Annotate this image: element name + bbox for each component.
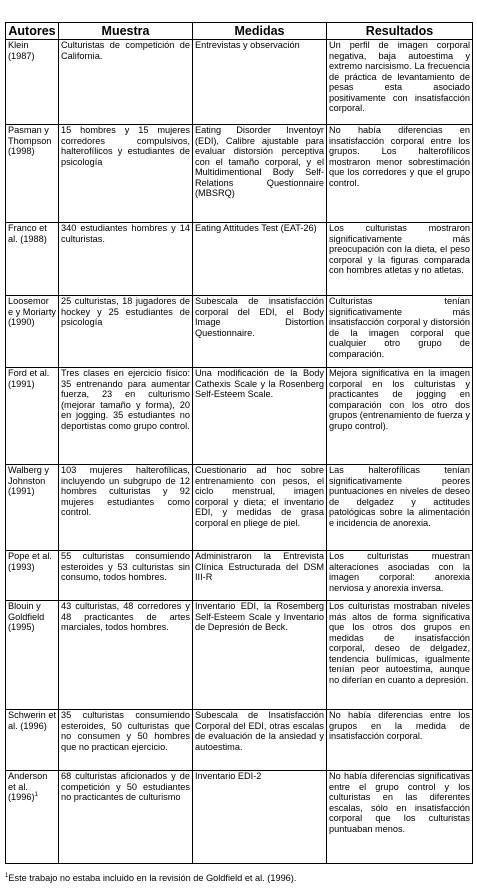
cell-muestra: Tres clases en ejercicio físico: 35 entrenando para aumentar fuerza, 23 en culturismo (mejorar tamaño y forma), 20 en jogging. 35 estudiantes no deportistas como grupo control. xyxy=(59,368,193,465)
table-row xyxy=(6,771,473,864)
cell-resultados: Los culturistas muestran alteraciones asociadas con la imagen corporal: anorexia nerviosa y anorexia inversa. xyxy=(327,551,473,601)
table-row xyxy=(6,368,473,465)
cell-muestra: 340 estudiantes hombres y 14 culturistas. xyxy=(59,223,193,296)
cell-medidas: Inventario EDI, la Rosemberg Self-Esteem Scale y Inventario de Depresión de Beck. xyxy=(193,601,327,710)
footnote-marker: 1 xyxy=(34,791,38,798)
cell-muestra: 35 culturistas consumiendo esteroides, 50 culturistas que no consumen y 50 hombres que no practican ejercicio. xyxy=(59,710,193,771)
cell-medidas: Inventario EDI-2 xyxy=(193,771,327,864)
cell-autor: Klein (1987) xyxy=(6,40,59,125)
cell-autor: Schwerin et al. (1996) xyxy=(6,710,59,771)
cell-medidas: Subescala de Insatisfacción Corporal del EDI, otras escalas de evaluación de la ansiedad y autoestima. xyxy=(193,710,327,771)
cell-resultados: Mejora significativa en la imagen corporal en los culturistas y practicantes de jogging en comparación con los otro dos grupos (entrenamiento de fuerza y grupo control). xyxy=(327,368,473,465)
header-muestra: Muestra xyxy=(59,23,193,40)
cell-muestra: 15 hombres y 15 mujeres corredores compulsivos, halterofílicos y estudiantes de psicología xyxy=(59,125,193,223)
cell-muestra: 55 culturistas consumiendo esteroides y 53 culturistas sin consumo, todos hombres. xyxy=(59,551,193,601)
studies-table xyxy=(5,22,473,864)
cell-medidas: Eating Disorder Inventoyr (EDI), Calibre ajustable para evaluar distorsión perceptiva con el tamaño corporal, y el Multidimentional Body Self-Relations Questionnaire (MBSRQ) xyxy=(193,125,327,223)
cell-muestra: 25 culturistas, 18 jugadores de hockey y 25 estudiantes de psicología xyxy=(59,296,193,368)
footnote xyxy=(5,873,296,884)
footnote-marker: 1 xyxy=(5,872,9,879)
cell-muestra: 103 mujeres halterofílicas, incluyendo un subgrupo de 12 hombres culturistas y 92 mujeres estudiantes como control. xyxy=(59,465,193,551)
cell-medidas: Administraron la Entrevista Clínica Estructurada del DSM III-R xyxy=(193,551,327,601)
table-row xyxy=(6,551,473,601)
cell-medidas: Entrevistas y observación xyxy=(193,40,327,125)
cell-muestra: 43 culturistas, 48 corredores y 48 practicantes de artes marciales, todos hombres. xyxy=(59,601,193,710)
table-row xyxy=(6,296,473,368)
table-row xyxy=(6,710,473,771)
cell-resultados: Un perfil de imagen corporal negativa, baja autoestima y extremo narcisismo. La frecuencia de práctica de levantamiento de pesas esta asociado positivamente con insatisfacción corporal. xyxy=(327,40,473,125)
cell-resultados: Las halterofílicas tenían significativamente peores puntuaciones en niveles de deseo de delgadez y actitudes patológicas sobre la alimentación e incidencia de anorexia. xyxy=(327,465,473,551)
table-row xyxy=(6,601,473,710)
table-row xyxy=(6,40,473,125)
cell-muestra: Culturistas de competición de California. xyxy=(59,40,193,125)
cell-autor: Franco et al. (1988) xyxy=(6,223,59,296)
cell-resultados: No había diferencias entre los grupos en la medida de insatisfacción corporal. xyxy=(327,710,473,771)
cell-muestra: 68 culturistas aficionados y de competición y 50 estudiantes no practicantes de culturismo xyxy=(59,771,193,864)
table-row xyxy=(6,125,473,223)
footnote-text: Este trabajo no estaba incluido en la revisión de Goldfield et al. (1996). xyxy=(8,873,297,883)
cell-resultados: Los culturistas mostraron significativamente más preocupación con la dieta, el peso corporal y la figuras comparada con hombres atletas y no atletas. xyxy=(327,223,473,296)
cell-autor: Pope et al. (1993) xyxy=(6,551,59,601)
cell-autor: Ford et al. (1991) xyxy=(6,368,59,465)
table-row xyxy=(6,465,473,551)
cell-medidas: Subescala de insatisfacción corporal del EDI, el Body Image Distortion Questionnaire. xyxy=(193,296,327,368)
cell-autor: Pasman y Thompson (1998) xyxy=(6,125,59,223)
cell-medidas: Cuestionario ad hoc sobre entrenamiento con pesos, el ciclo menstrual, imagen corporal y dieta; el inventario EDI, y medidas de grasa corporal en pliege de piel. xyxy=(193,465,327,551)
table-row xyxy=(6,223,473,296)
cell-autor: Walberg y Johnston (1991) xyxy=(6,465,59,551)
header-autores: Autores xyxy=(6,23,59,40)
cell-resultados: No había diferencias en insatisfacción corporal entre los grupos. Los halterofílicos mostraron menor sobrestimación que los corredores y que el grupo control. xyxy=(327,125,473,223)
cell-medidas: Una modificación de la Body Cathexis Scale y la Rosenberg Self-Esteem Scale. xyxy=(193,368,327,465)
header-resultados: Resultados xyxy=(327,23,473,40)
header-row xyxy=(6,23,473,40)
cell-medidas: Eating Attitudes Test (EAT-26) xyxy=(193,223,327,296)
cell-resultados: Culturistas tenían significativamente más insatisfacción corporal y distorsión de la imagen corporal que cualquier otro grupo de comparación. xyxy=(327,296,473,368)
cell-autor xyxy=(6,771,59,864)
cell-resultados: Los culturistas mostraban niveles más altos de forma significativa que los otros dos grupos en medidas de insatisfacción corporal, deseo de delgadez, tendencia bulímicas, igualmente tenían peor autoestima, aunque no diferían en cuanto a depresión. xyxy=(327,601,473,710)
header-medidas: Medidas xyxy=(193,23,327,40)
cell-autor-text: Anderson et al. (1996) xyxy=(8,771,48,802)
cell-autor: Blouin y Goldfield (1995) xyxy=(6,601,59,710)
cell-resultados: No había diferencias significativas entre el grupo control y los culturistas en las diferentes escalas, sólo en insatisfacción corporal que los culturistas puntuaban menos. xyxy=(327,771,473,864)
cell-autor: Loosemor e y Moriarty (1990) xyxy=(6,296,59,368)
